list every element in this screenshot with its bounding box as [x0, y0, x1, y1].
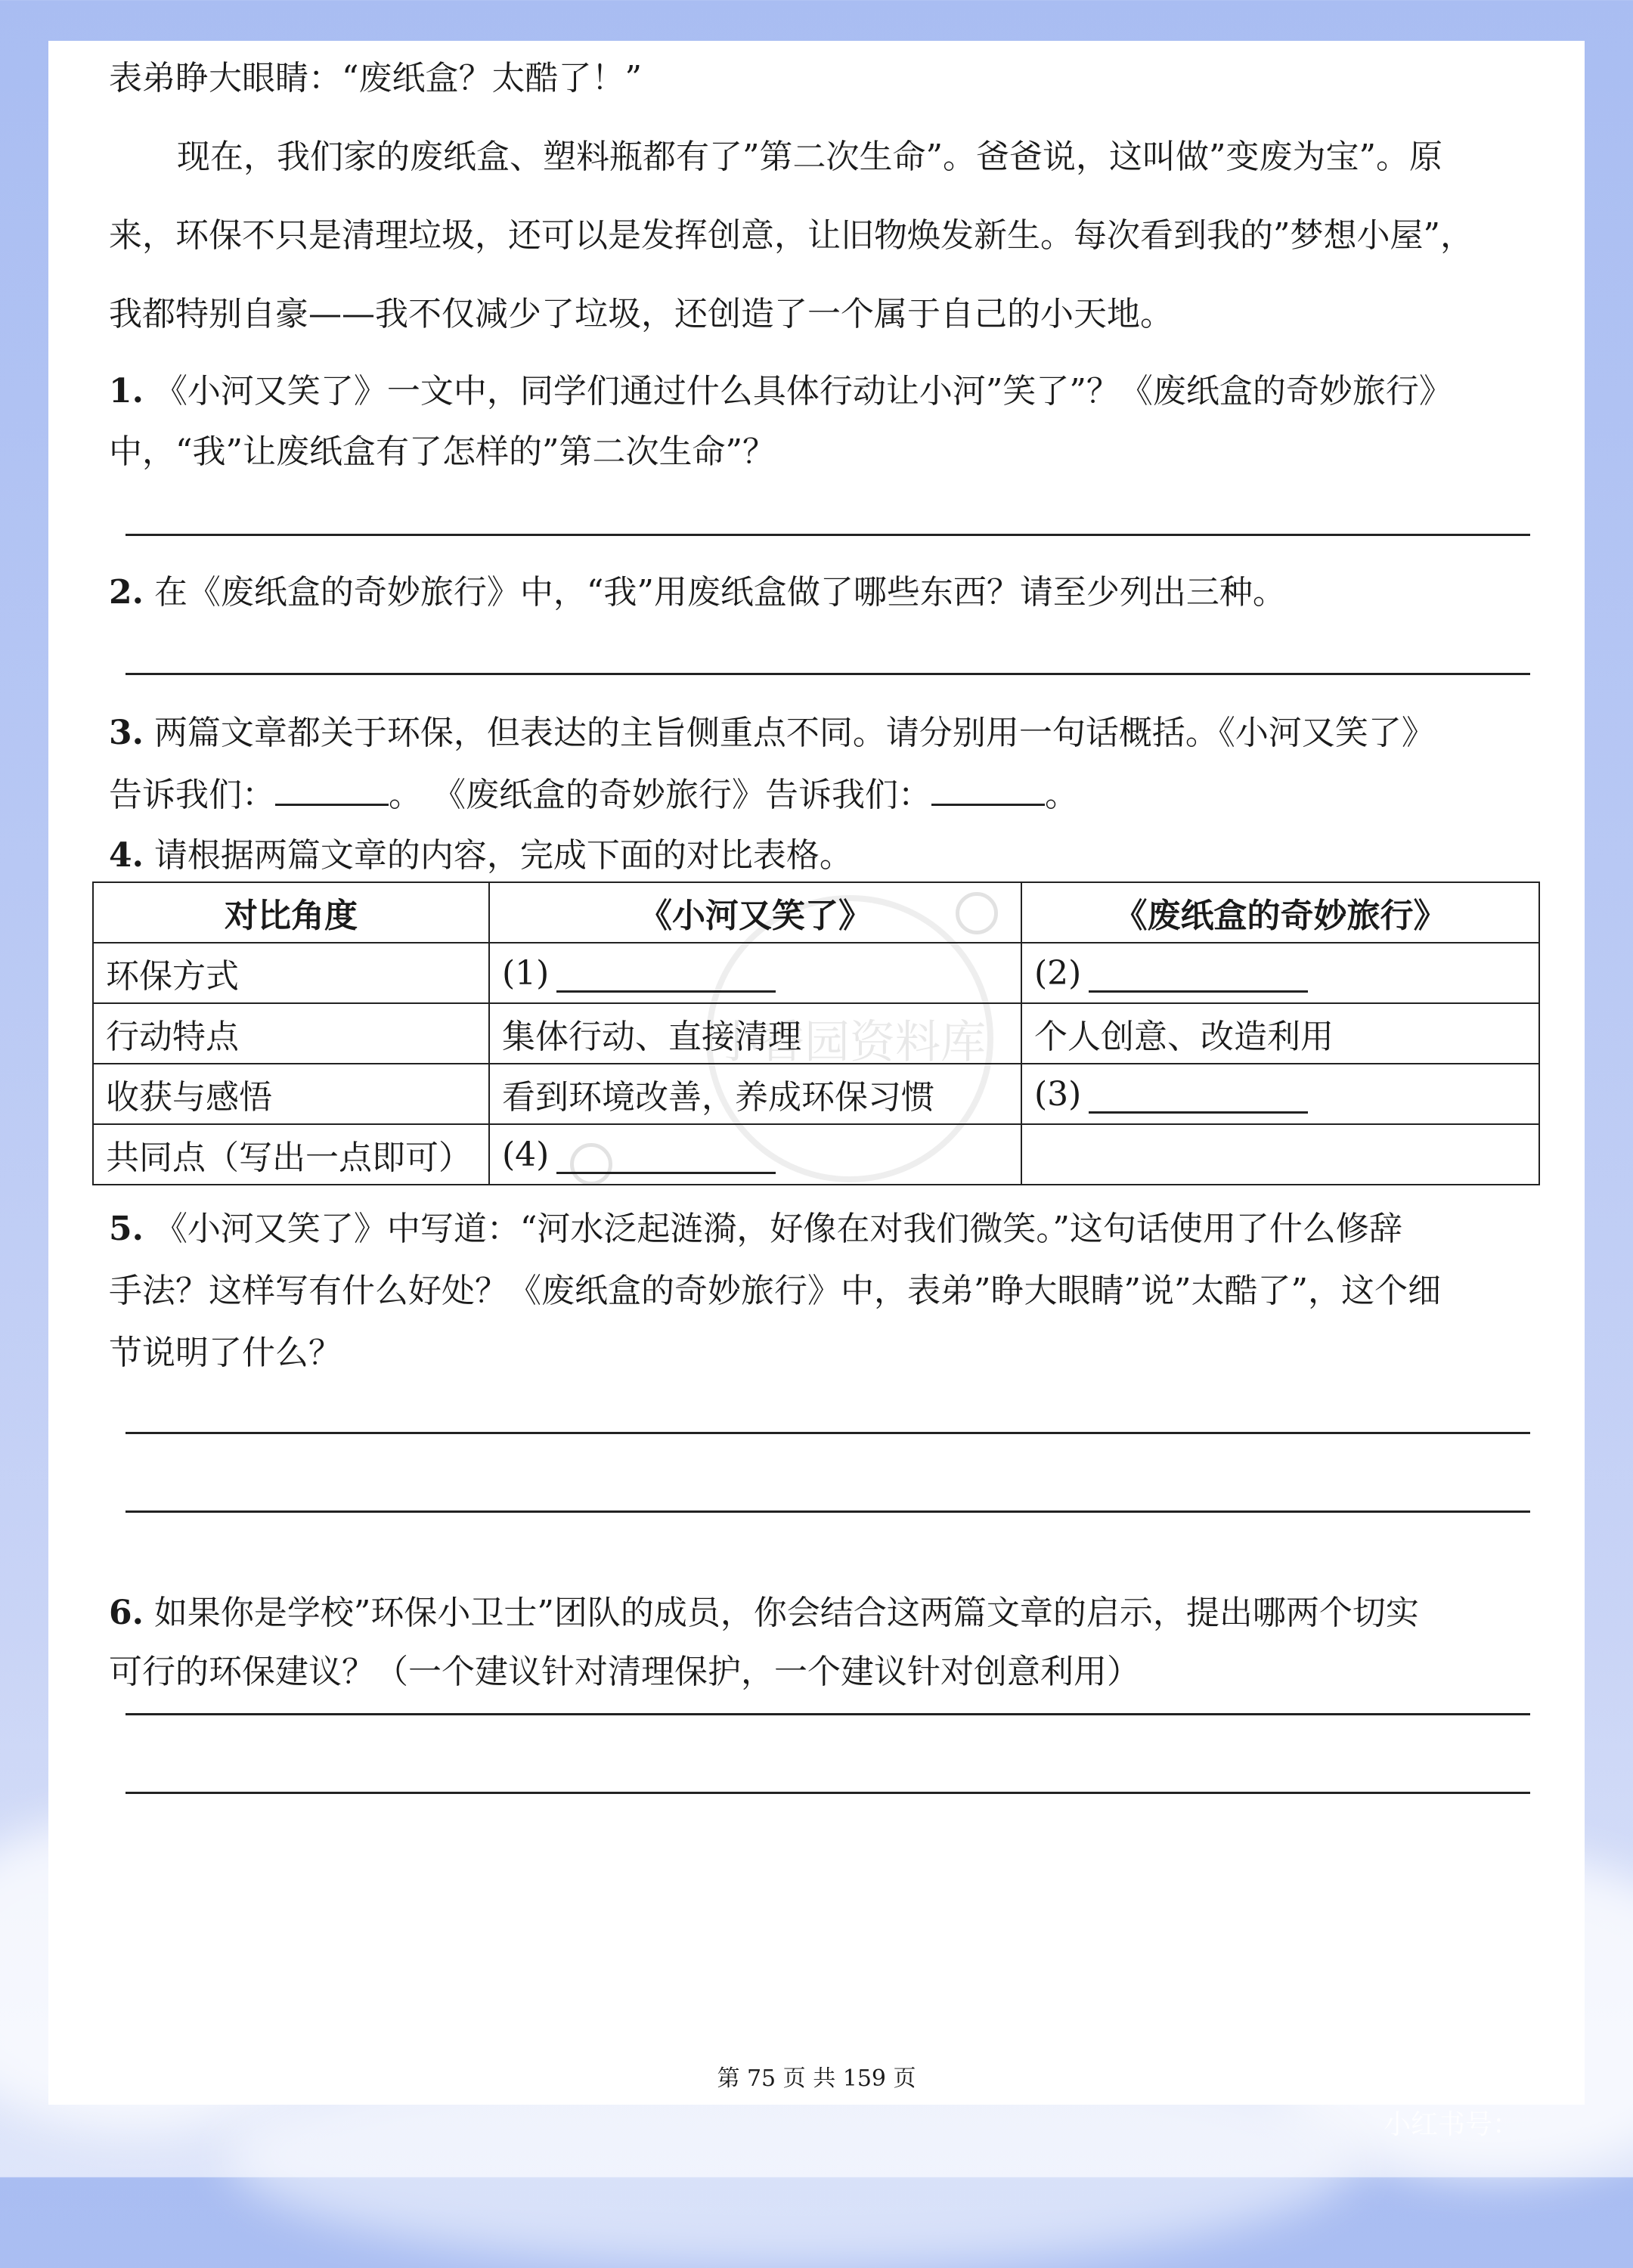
- table-cell: 行动特点: [93, 1003, 489, 1064]
- source-watermark: 小红书号：: [1383, 2109, 1520, 2140]
- question-1-cont: 中，“我”让废纸盒有了怎样的”第二次生命”？: [109, 432, 776, 471]
- answer-line[interactable]: [125, 1432, 1530, 1434]
- question-number: 2.: [109, 573, 144, 612]
- comparison-table: [92, 881, 1540, 1185]
- table-cell: 集体行动、直接清理: [489, 1003, 1021, 1064]
- question-6-cont: 可行的环保建议？（一个建议针对清理保护，一个建议针对创意利用）: [109, 1653, 1140, 1691]
- question-number: 4.: [109, 836, 144, 875]
- worksheet-page: [48, 41, 1585, 2105]
- fill-blank[interactable]: [1089, 1078, 1308, 1114]
- table-row: [93, 1003, 1539, 1064]
- blank-label: (4): [502, 1135, 550, 1174]
- question-number: 3.: [109, 714, 144, 752]
- question-number: 1.: [109, 372, 144, 411]
- table-cell[interactable]: [1021, 1124, 1539, 1185]
- question-3: [109, 711, 1435, 756]
- table-cell: 个人创意、改造利用: [1021, 1003, 1539, 1064]
- question-text: 。 《废纸盒的奇妙旅行》告诉我们：: [389, 776, 931, 814]
- question-3-cont: [109, 773, 1078, 818]
- answer-line[interactable]: [125, 673, 1530, 675]
- table-header: 《废纸盒的奇妙旅行》: [1021, 882, 1539, 943]
- passage-line: 来，环保不只是清理垃圾，还可以是发挥创意，让旧物焕发新生。每次看到我的”梦想小屋”，: [109, 216, 1473, 255]
- table-header: 对比角度: [93, 882, 489, 943]
- fill-blank[interactable]: [275, 773, 389, 806]
- table-cell[interactable]: [489, 1124, 1021, 1185]
- fill-blank[interactable]: [931, 773, 1045, 806]
- question-text: 《小河又笑了》一文中，同学们通过什么具体行动让小河”笑了”？《废纸盒的奇妙旅行》: [153, 372, 1452, 411]
- blank-label: (3): [1034, 1074, 1082, 1114]
- answer-line[interactable]: [125, 1510, 1530, 1513]
- question-number: 6.: [109, 1594, 144, 1632]
- page-footer: 第 75 页 共 159 页: [717, 2065, 916, 2092]
- question-5-cont: 手法？这样写有什么好处？《废纸盒的奇妙旅行》中，表弟”睁大眼睛”说”太酷了”，这个细: [109, 1272, 1441, 1310]
- question-text: 如果你是学校”环保小卫士”团队的成员，你会结合这两篇文章的启示，提出哪两个切实: [153, 1594, 1419, 1632]
- answer-line[interactable]: [125, 1792, 1530, 1794]
- fill-blank[interactable]: [556, 1139, 776, 1174]
- fill-blank[interactable]: [1089, 957, 1308, 993]
- answer-line[interactable]: [125, 534, 1530, 536]
- table-cell: 共同点（写出一点即可）: [93, 1124, 489, 1185]
- table-cell[interactable]: [1021, 943, 1539, 1003]
- table-cell: 环保方式: [93, 943, 489, 1003]
- question-text: 告诉我们：: [109, 776, 275, 814]
- passage-line: 我都特别自豪——我不仅减少了垃圾，还创造了一个属于自己的小天地。: [109, 295, 1173, 333]
- question-5: [109, 1207, 1402, 1252]
- table-row: [93, 943, 1539, 1003]
- question-4: [109, 833, 853, 878]
- blank-label: (1): [502, 953, 550, 993]
- passage-line: 现在，我们家的废纸盒、塑料瓶都有了”第二次生命”。爸爸说，这叫做”变废为宝”。原: [177, 138, 1442, 176]
- question-2: [109, 570, 1286, 615]
- answer-line[interactable]: [125, 1713, 1530, 1715]
- passage-line: 表弟睁大眼睛：“废纸盒？太酷了！”: [109, 59, 642, 98]
- blank-label: (2): [1034, 953, 1082, 993]
- question-6: [109, 1591, 1419, 1636]
- table-cell: 收获与感悟: [93, 1064, 489, 1124]
- question-text: 请根据两篇文章的内容，完成下面的对比表格。: [153, 836, 853, 875]
- question-text: 《小河又笑了》中写道：“河水泛起涟漪，好像在对我们微笑。”这句话使用了什么修辞: [153, 1210, 1402, 1248]
- table-header: 《小河又笑了》: [489, 882, 1021, 943]
- question-text: 。: [1045, 776, 1078, 814]
- question-number: 5.: [109, 1210, 144, 1248]
- table-row: [93, 1124, 1539, 1185]
- table-row: [93, 1064, 1539, 1124]
- fill-blank[interactable]: [556, 957, 776, 993]
- question-5-cont: 节说明了什么？: [109, 1334, 342, 1372]
- question-text: 在《废纸盒的奇妙旅行》中，“我”用废纸盒做了哪些东西？请至少列出三种。: [153, 573, 1286, 612]
- question-text: 两篇文章都关于环保，但表达的主旨侧重点不同。请分别用一句话概括。《小河又笑了》: [153, 714, 1435, 752]
- table-cell: 看到环境改善，养成环保习惯: [489, 1064, 1021, 1124]
- table-cell[interactable]: [1021, 1064, 1539, 1124]
- table-cell[interactable]: [489, 943, 1021, 1003]
- table-header-row: [93, 882, 1539, 943]
- question-1: [109, 369, 1452, 414]
- watermark-text: 小香园资料库: [714, 1016, 986, 1069]
